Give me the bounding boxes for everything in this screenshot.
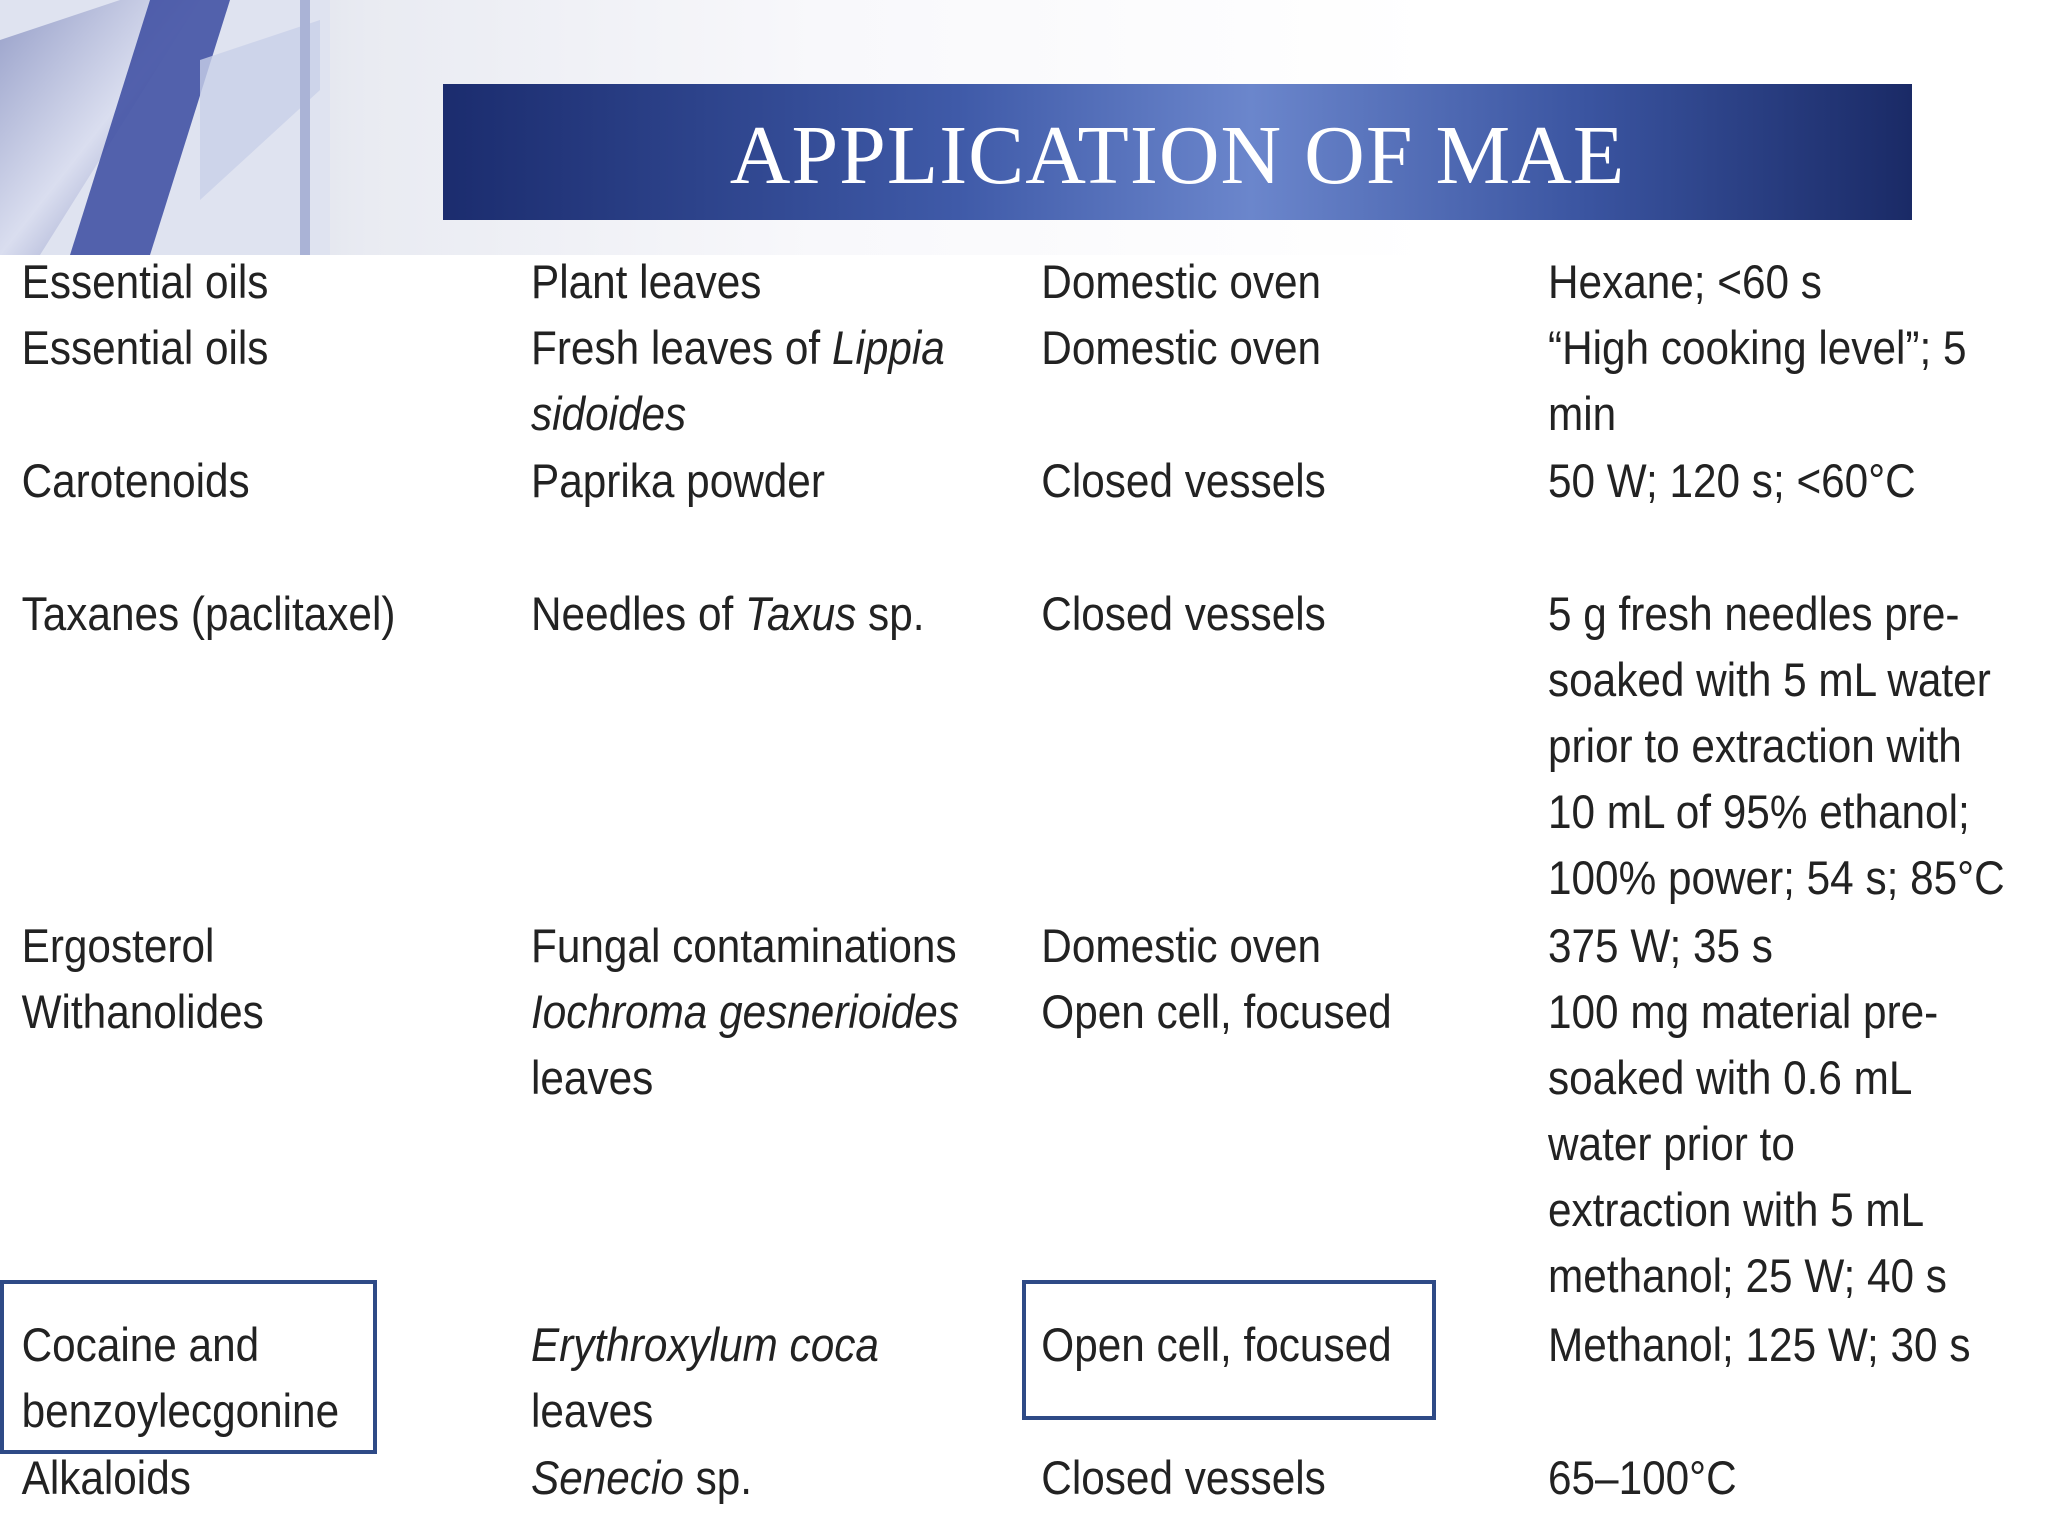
cell-line — [531, 1045, 959, 1111]
cell-line: 5 g fresh needles pre- — [1548, 587, 1960, 640]
cell-line: Taxanes (paclitaxel) — [21, 587, 396, 640]
conditions-cell — [1548, 448, 1916, 514]
system-cell — [1041, 249, 1321, 315]
system-cell — [1041, 1445, 1325, 1511]
cell-line — [531, 381, 945, 447]
cell-line: “High cooking level”; 5 — [1548, 321, 1967, 374]
compound-cell — [22, 1445, 191, 1511]
cell-line: Domestic oven — [1041, 321, 1322, 374]
compound-cell — [22, 315, 269, 381]
cell-text: Plant leaves — [531, 255, 762, 308]
cell-line: 100 mg material pre- — [1548, 985, 1939, 1038]
cell-line: Cocaine and — [21, 1318, 260, 1371]
conditions-cell — [1548, 249, 1822, 315]
cell-line: 50 W; 120 s; <60°C — [1548, 454, 1916, 507]
cell-line — [531, 249, 761, 315]
cell-line: soaked with 0.6 mL — [1548, 1051, 1913, 1104]
cell-line — [531, 1445, 752, 1511]
matrix-cell — [531, 249, 761, 315]
cell-line: Methanol; 125 W; 30 s — [1548, 1318, 1971, 1371]
cell-line: Withanolides — [21, 985, 264, 1038]
title-bar — [443, 84, 1912, 220]
matrix-cell — [531, 1312, 879, 1444]
cell-text: Fresh leaves of — [531, 321, 832, 374]
cell-line — [531, 1312, 879, 1378]
slide-title: APPLICATION OF MAE — [729, 108, 1626, 202]
conditions-cell — [1548, 913, 1773, 979]
cell-line: Open cell, focused — [1041, 985, 1392, 1038]
cell-line: prior to extraction with — [1548, 719, 1962, 772]
table-row — [0, 913, 1843, 979]
cell-line: min — [1548, 387, 1617, 440]
cell-line: soaked with 5 mL water — [1548, 653, 1991, 706]
cell-line: Essential oils — [21, 255, 269, 308]
cell-line: Closed vessels — [1041, 587, 1326, 640]
table-row — [0, 249, 1843, 315]
cell-line: Alkaloids — [21, 1451, 191, 1504]
highlight-box-compound — [0, 1280, 377, 1454]
conditions-cell — [1548, 315, 1967, 447]
compound-cell — [22, 448, 250, 514]
cell-line — [531, 979, 959, 1045]
cell-line: Hexane; <60 s — [1548, 255, 1822, 308]
cell-line: 375 W; 35 s — [1548, 919, 1773, 972]
matrix-cell — [531, 315, 945, 447]
cell-line — [531, 448, 825, 514]
compound-cell — [22, 913, 215, 979]
cell-line: extraction with 5 mL — [1548, 1183, 1925, 1236]
cell-text: Paprika powder — [531, 454, 825, 507]
cell-text: sp. — [856, 587, 925, 640]
cell-line: methanol; 25 W; 40 s — [1548, 1249, 1947, 1302]
table-row — [0, 448, 1916, 514]
cell-line: Ergosterol — [21, 919, 215, 972]
cell-text-italic: Taxus — [744, 587, 857, 640]
conditions-cell — [1548, 1312, 1970, 1378]
conditions-cell — [1548, 1445, 1737, 1511]
system-cell — [1041, 315, 1321, 381]
cell-text-italic: Iochroma gesnerioides — [531, 985, 959, 1038]
cell-line: Domestic oven — [1041, 919, 1322, 972]
cell-line: water prior to — [1548, 1117, 1795, 1170]
cell-text-italic: Lippia — [831, 321, 945, 374]
matrix-cell — [531, 448, 825, 514]
cell-line: 100% power; 54 s; 85°C — [1548, 851, 2005, 904]
table-row — [0, 315, 1967, 440]
table-row — [0, 1445, 1843, 1511]
corner-graphic-icon — [0, 0, 330, 255]
cell-text: Fungal contaminations — [531, 919, 957, 972]
cell-text: sp. — [683, 1451, 753, 1504]
cell-line — [531, 913, 957, 979]
conditions-cell — [1548, 979, 1947, 1309]
cell-line: Closed vessels — [1041, 454, 1326, 507]
cell-text-italic: sidoides — [531, 387, 687, 440]
cell-line: Domestic oven — [1041, 255, 1322, 308]
cell-line — [531, 315, 945, 381]
matrix-cell — [531, 913, 957, 979]
cell-line — [531, 1378, 879, 1444]
compound-cell — [22, 979, 264, 1045]
highlight-box-system — [1022, 1280, 1436, 1420]
cell-text-italic: Erythroxylum coca — [531, 1318, 879, 1371]
cell-line — [531, 581, 924, 647]
cell-text: leaves — [531, 1051, 654, 1104]
cell-text: Needles of — [531, 587, 745, 640]
table-row — [0, 581, 2005, 904]
matrix-cell — [531, 581, 924, 647]
cell-line: 10 mL of 95% ethanol; — [1548, 785, 1970, 838]
cell-text-italic: Senecio — [531, 1451, 684, 1504]
system-cell — [1041, 448, 1325, 514]
matrix-cell — [531, 979, 959, 1111]
conditions-cell — [1548, 581, 2005, 911]
cell-text: leaves — [531, 1384, 654, 1437]
cell-line: Open cell, focused — [1041, 1318, 1392, 1371]
cell-line: 65–100°C — [1548, 1451, 1737, 1504]
table-row — [0, 979, 1947, 1302]
compound-cell — [22, 249, 269, 315]
cell-line: Essential oils — [21, 321, 269, 374]
system-cell — [1041, 913, 1321, 979]
cell-line: Closed vessels — [1041, 1451, 1326, 1504]
cell-line: Carotenoids — [21, 454, 250, 507]
matrix-cell — [531, 1445, 752, 1511]
compound-cell — [22, 581, 396, 647]
cell-line: benzoylecgonine — [21, 1384, 340, 1437]
system-cell — [1041, 979, 1391, 1045]
system-cell — [1041, 581, 1325, 647]
